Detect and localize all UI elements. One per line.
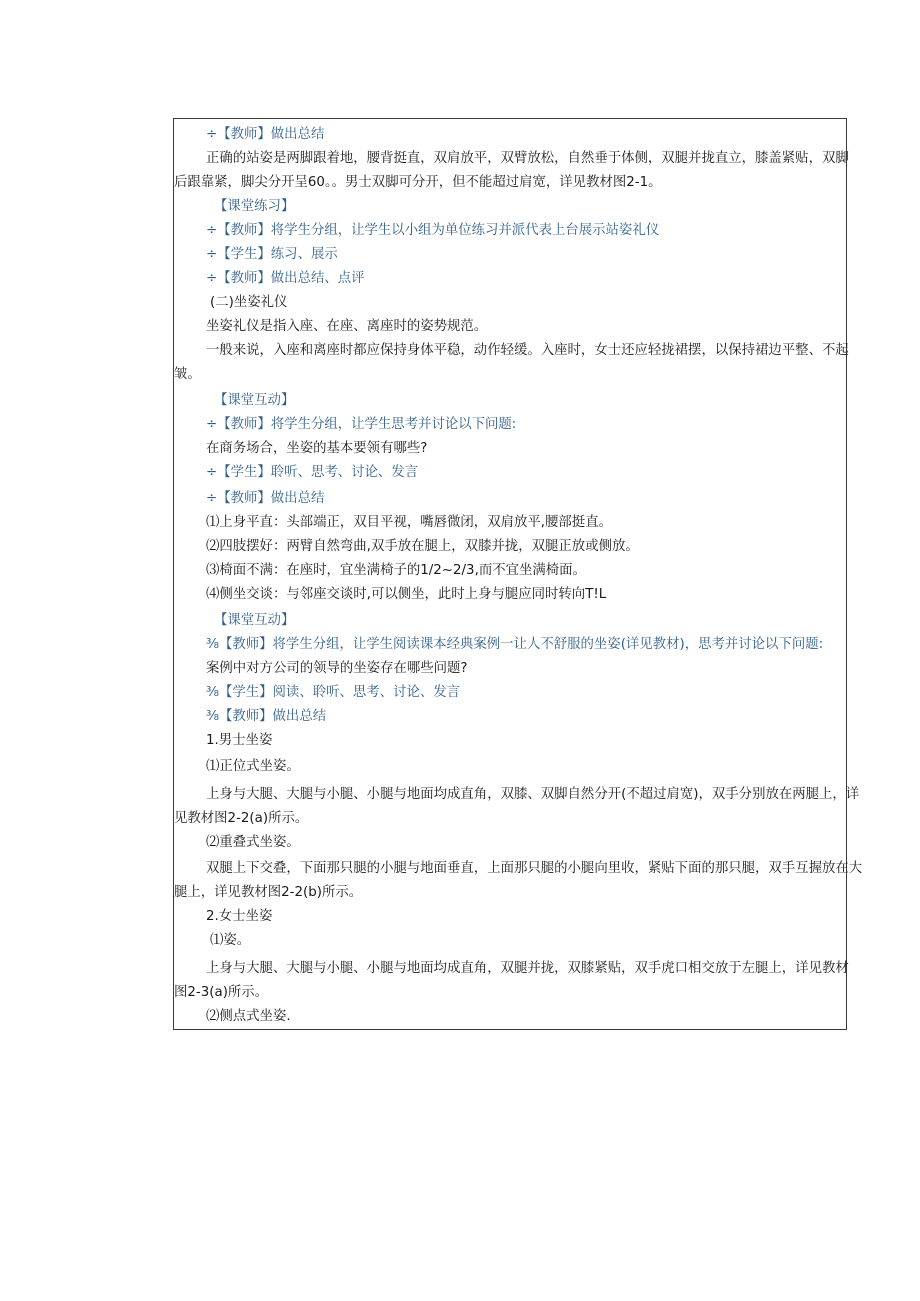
subsection-title: 1.男士坐姿 <box>206 733 273 748</box>
paragraph-line: 一般来说，入座和离座时都应保持身体平稳，动作轻缓。入座时，女士还应轻拢裙摆，以保持裙边平整、不起 <box>206 343 849 358</box>
paragraph-line: 图2-3(a)所示。 <box>174 985 269 1000</box>
subsection-item: ⑵侧点式坐姿. <box>206 1009 291 1024</box>
paragraph-line: 双腿上下交叠，下面那只腿的小腿与地面垂直，上面那只腿的小腿向里收，紧贴下面的那只腿，双手互握放在大 <box>206 861 863 876</box>
subsection-item: ⑴姿。 <box>210 933 251 948</box>
table-cell-frame <box>173 118 863 1030</box>
section-heading: 【课堂练习】 <box>214 199 295 214</box>
section-heading: 【课堂互动】 <box>214 393 295 408</box>
paragraph-line: 上身与大腿、大腿与小腿、小腿与地面均成直角，双膝、双脚自然分开(不超过肩宽)，双手分别放在两腿上，详 <box>206 787 860 802</box>
student-response-line: ÷【学生】聆听、思考、讨论、发言 <box>206 465 419 480</box>
student-response-line: ⅜【学生】阅读、聆听、思考、讨论、发言 <box>206 685 461 700</box>
teacher-summary-line: ÷【教师】做出总结 <box>206 491 325 506</box>
subsection-item: ⑵重叠式坐姿。 <box>206 835 300 850</box>
list-item: ⑴上身平直：头部端正，双目平视，嘴唇微闭，双肩放平,腰部挺直。 <box>206 515 612 530</box>
paragraph-line: 正确的站姿是两脚跟着地，腰背挺直，双肩放平，双臂放松，自然垂于体侧，双腿并拢直立，膝盖紧贴，双脚 <box>206 151 849 166</box>
paragraph-line: 皱。 <box>174 367 201 382</box>
paragraph-line: 见教材图2-2(a)所示。 <box>174 811 309 826</box>
question-line: 在商务场合，坐姿的基本要领有哪些? <box>206 441 428 456</box>
teacher-instruction-line: ÷【教师】将学生分组，让学生以小组为单位练习并派代表上台展示站姿礼仪 <box>206 223 660 238</box>
subsection-item: ⑴正位式坐姿。 <box>206 759 300 774</box>
student-response-line: ÷【学生】练习、展示 <box>206 247 338 262</box>
section-heading: 【课堂互动】 <box>214 613 295 628</box>
teacher-summary-line: ÷【教师】做出总结、点评 <box>206 271 365 286</box>
teacher-summary-line: ⅜【教师】做出总结 <box>206 709 327 724</box>
paragraph-line: 腿上，详见教材图2-2(b)所示。 <box>174 885 363 900</box>
subsection-title: 2.女士坐姿 <box>206 909 273 924</box>
teacher-summary-line: ÷【教师】做出总结 <box>206 127 325 142</box>
question-line: 案例中对方公司的领导的坐姿存在哪些问题? <box>206 661 468 676</box>
paragraph-line: 后跟靠紧，脚尖分开呈60。。男士双脚可分开，但不能超过肩宽，详见教材图2-1。 <box>174 175 662 190</box>
paragraph-line: 上身与大腿、大腿与小腿、小腿与地面均成直角，双腿并拢，双膝紧贴，双手虎口相交放于左腿上，详见教材 <box>206 961 849 976</box>
list-item: ⑶椅面不满：在座时，宜坐满椅子的1/2~2/3,而不宜坐满椅面。 <box>206 563 586 578</box>
teacher-instruction-line: ⅜【教师】将学生分组，让学生阅读课本经典案例一让人不舒服的坐姿(详见教材)，思考并讨论以下问题: <box>206 637 824 652</box>
list-item: ⑷侧坐交谈：与邻座交谈时,可以侧坐，此时上身与腿应同时转向T!L <box>206 587 607 602</box>
list-item: ⑵四肢摆好：两臂自然弯曲,双手放在腿上，双膝并拢，双腿正放或侧放。 <box>206 539 639 554</box>
teacher-instruction-line: ÷【教师】将学生分组，让学生思考并讨论以下问题: <box>206 417 517 432</box>
paragraph-line: 坐姿礼仪是指入座、在座、离座时的姿势规范。 <box>206 319 488 334</box>
subsection-title: (二)坐姿礼仪 <box>210 295 288 310</box>
